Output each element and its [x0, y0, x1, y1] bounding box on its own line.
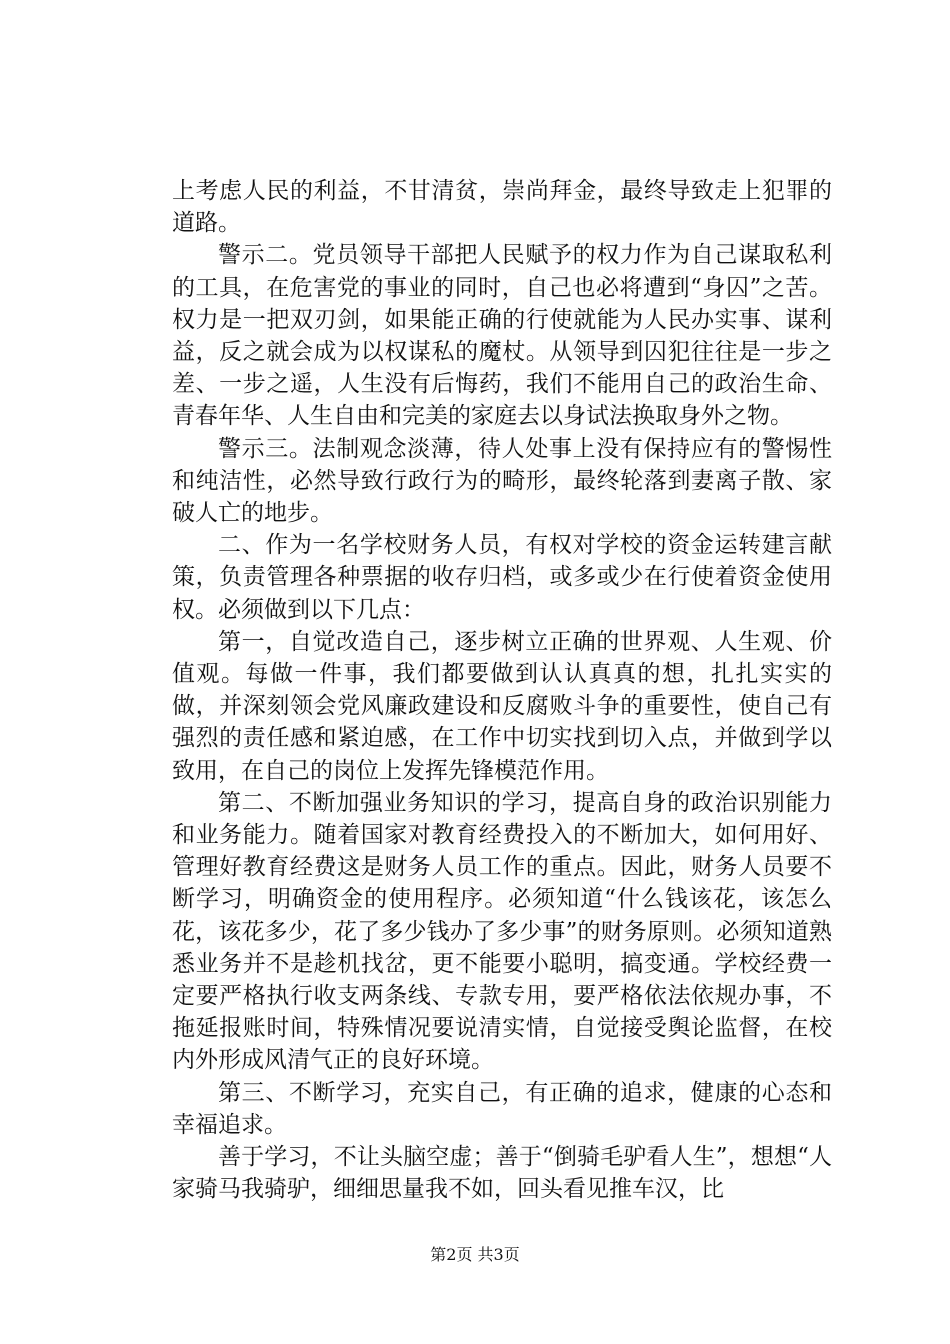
paragraph-6: 第二、不断加强业务知识的学习，提高自身的政治识别能力和业务能力。随着国家对教育经费投入的不断加大，如何用好、管理好教育经费这是财务人员工作的重点。因此，财务人员要不断学习，明确资金的使用程序。必须知道“什么钱该花，该怎么花，该花多少，花了多少钱办了多少事”的财务原则。必须知道熟悉业务并不是趁机找岔，更不能要小聪明，搞变通。学校经费一定要严格执行收支两条线、专款专用，要严格依法依规办事，不拖延报账时间，特殊情况要说清实情，自觉接受舆论监督，在校内外形成风清气正的良好环境。 [172, 789, 832, 1074]
paragraph-4: 二、作为一名学校财务人员，有权对学校的资金运转建言献策，负责管理各种票据的收存归档，或多或少在行使着资金使用权。必须做到以下几点： [172, 532, 832, 623]
paragraph-1: 上考虑人民的利益，不甘清贫，崇尚拜金，最终导致走上犯罪的道路。 [172, 178, 832, 237]
paragraph-3: 警示三。法制观念淡薄，待人处事上没有保持应有的警惕性和纯洁性，必然导致行政行为的畸形，最终轮落到妻离子散、家破人亡的地步。 [172, 435, 832, 527]
document-body [172, 175, 832, 1206]
page-number-footer: 第2页 共3页 [430, 1245, 520, 1264]
paragraph-2: 警示二。党员领导干部把人民赋予的权力作为自己谋取私利的工具，在危害党的事业的同时，自己也必将遭到“身囚”之苦。权力是一把双刃剑，如果能正确的行使就能为人民办实事、谋利益，反之就会成为以权谋私的魔杖。从领导到囚犯往往是一步之差、一步之遥，人生没有后悔药，我们不能用自己的政治生命、青春年华、人生自由和完美的家庭去以身试法换取身外之物。 [172, 242, 832, 430]
paragraph-5: 第一，自觉改造自己，逐步树立正确的世界观、人生观、价值观。每做一件事，我们都要做到认认真真的想，扎扎实实的做，并深刻领会党风廉政建设和反腐败斗争的重要性，使自己有强烈的责任感和紧迫感，在工作中切实找到切入点，并做到学以致用，在自己的岗位上发挥先锋模范作用。 [172, 628, 832, 784]
paragraph-8: 善于学习，不让头脑空虚；善于“倒骑毛驴看人生”，想想“人家骑马我骑驴，细细思量我不如，回头看见推车汉，比 [172, 1144, 832, 1203]
paragraph-7: 第三、不断学习，充实自己，有正确的追求，健康的心态和幸福追求。 [172, 1079, 832, 1138]
